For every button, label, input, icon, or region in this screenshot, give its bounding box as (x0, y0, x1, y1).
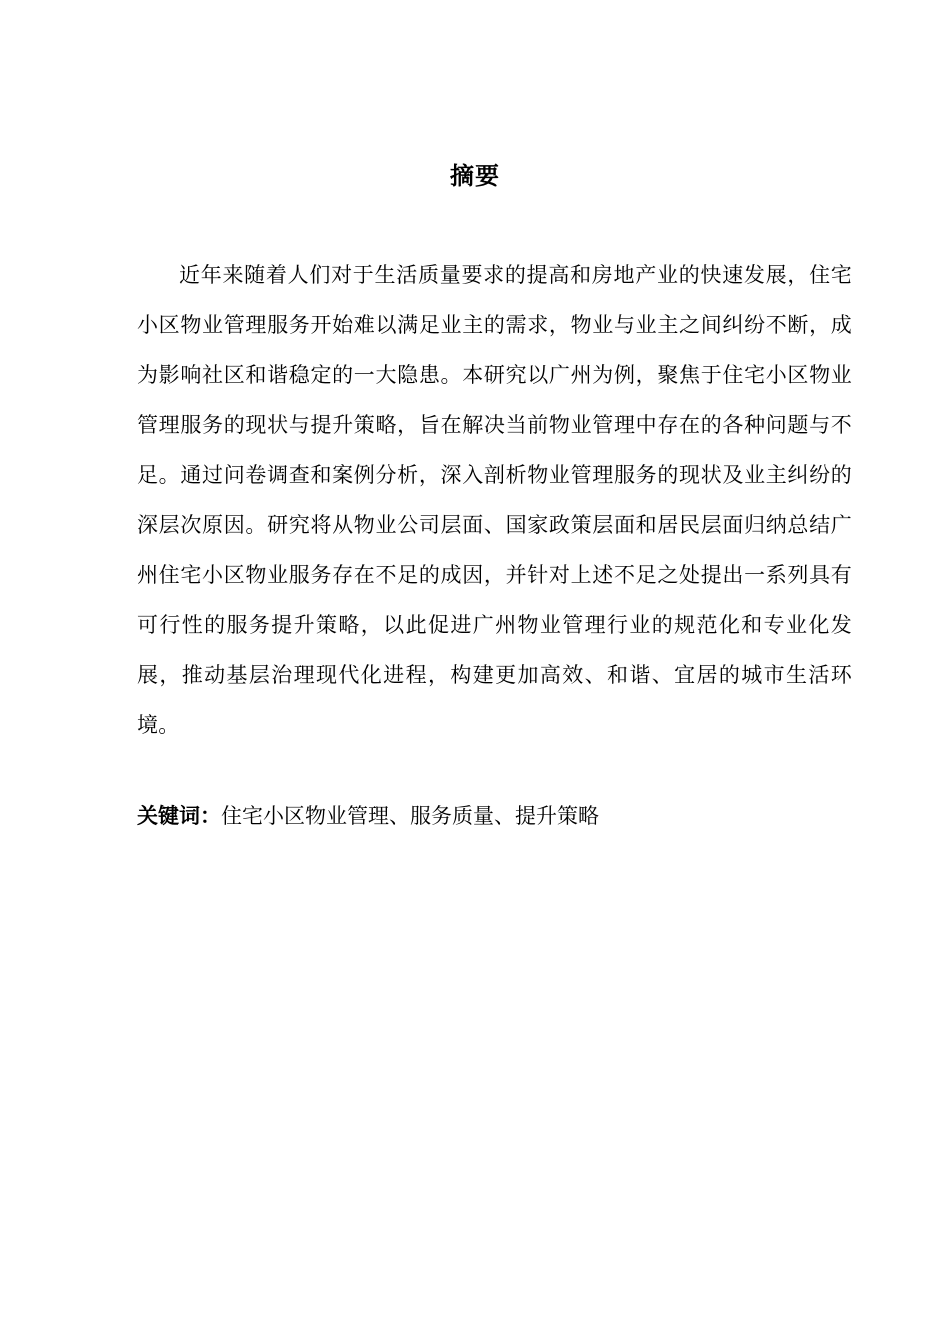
keywords-line (137, 796, 852, 836)
abstract-paragraph: 近年来随着人们对于生活质量要求的提高和房地产业的快速发展，住宅小区物业管理服务开始难以满足业主的需求，物业与业主之间纠纷不断，成为影响社区和谐稳定的一大隐患。本研究以广州为例，聚焦于住宅小区物业管理服务的现状与提升策略，旨在解决当前物业管理中存在的各种问题与不足。通过问卷调查和案例分析，深入剖析物业管理服务的现状及业主纠纷的深层次原因。研究将从物业公司层面、国家政策层面和居民层面归纳总结广州住宅小区物业服务存在不足的成因，并针对上述不足之处提出一系列具有可行性的服务提升策略，以此促进广州物业管理行业的规范化和专业化发展，推动基层治理现代化进程，构建更加高效、和谐、宜居的城市生活环境。 (137, 263, 852, 737)
keywords-text: 住宅小区物业管理、服务质量、提升策略 (221, 804, 599, 828)
page-title: 摘要 (450, 162, 500, 190)
keywords-label: 关键词： (137, 804, 221, 828)
